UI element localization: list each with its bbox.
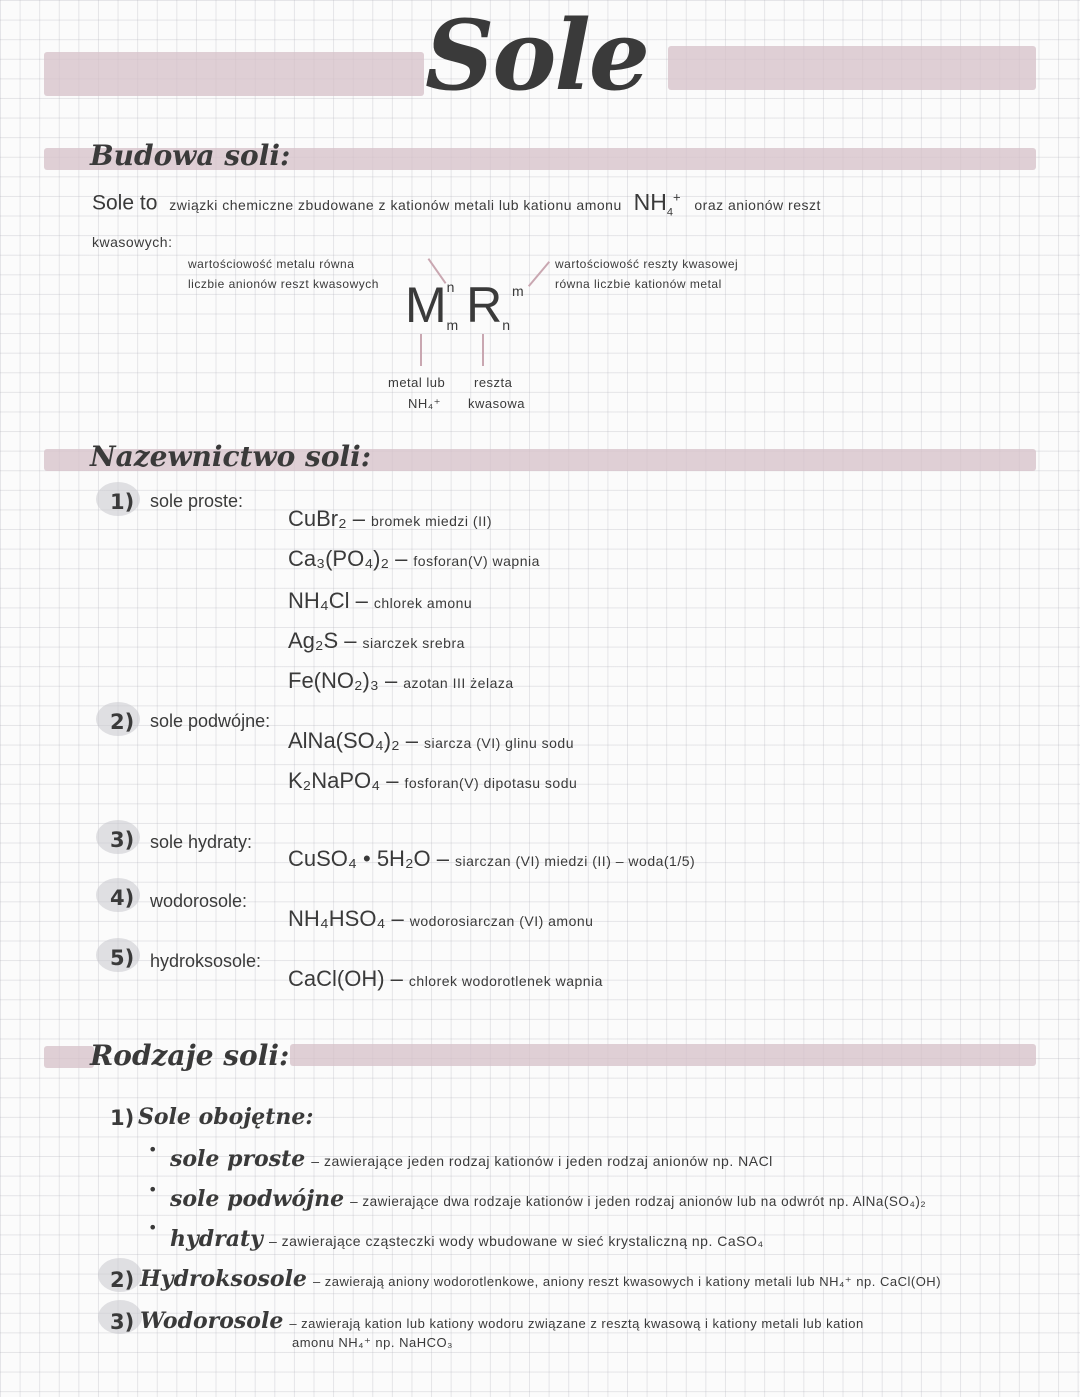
example-row: CuSO₄ • 5H₂O – siarczan (VI) miedzi (II) – woda(1/5)	[288, 846, 696, 871]
group-num-5: 5)	[110, 946, 135, 970]
nh4-formula: $NH_4^+$	[633, 188, 681, 219]
rodzaje-heading: Rodzaje soli:	[90, 1039, 290, 1072]
group-label-5: hydroksosole:	[150, 951, 262, 971]
left-note-2: liczbie anionów reszt kwasowych	[188, 277, 379, 291]
bottom-left-2: NH₄⁺	[408, 396, 441, 411]
rodzaje-band-right	[290, 1044, 1036, 1066]
group-label-1: sole proste:	[150, 491, 244, 511]
budowa-intro-line2: kwasowych:	[92, 234, 173, 250]
formula-m-sup: m	[512, 283, 525, 299]
connector-right-top	[528, 261, 550, 287]
group-num-2: 2)	[110, 710, 135, 734]
bullet-dot: •	[148, 1180, 158, 1199]
group-label-2: sole podwójne:	[150, 711, 271, 731]
bullet-dot: •	[148, 1218, 158, 1237]
group-num-4: 4)	[110, 886, 135, 910]
title-band-right	[668, 46, 1036, 90]
bullet-dot: •	[148, 1140, 158, 1159]
connector-right-bottom	[482, 334, 484, 366]
rodzaje-title-1: Sole obojętne:	[138, 1104, 314, 1130]
right-note-1: wartościowość reszty kwasowej	[555, 257, 739, 271]
budowa-heading: Budowa soli:	[90, 139, 291, 172]
rodzaje-num-1: 1)	[110, 1106, 135, 1130]
bullet-item: sole proste – zawierające jeden rodzaj kationów i jeden rodzaj anionów np. NACl	[170, 1146, 773, 1172]
example-row: Fe(NO₂)₃ – azotan III żelaza	[288, 668, 514, 693]
bottom-right-2: kwasowa	[468, 396, 525, 411]
example-row: AlNa(SO₄)₂ – siarcza (VI) glinu sodu	[288, 728, 575, 753]
left-note-1: wartościowość metalu równa	[188, 257, 355, 271]
rodzaje-band-left	[44, 1046, 94, 1068]
nazewnictwo-heading: Nazewnictwo soli:	[90, 440, 372, 473]
page-title: Sole	[425, 0, 648, 112]
rodzaje-item-3-cont: amonu NH₄⁺ np. NaHCO₃	[292, 1335, 453, 1350]
group-num-1: 1)	[110, 490, 135, 514]
budowa-intro-line1: Sole to związki chemiczne zbudowane z kationów metali lub kationu amonu $NH_4^+$ oraz anionów reszt	[92, 188, 821, 219]
general-formula: $M^nm$ Rn	[405, 277, 511, 333]
example-row: CaCl(OH) – chlorek wodorotlenek wapnia	[288, 966, 603, 991]
example-row: CuBr₂ – bromek miedzi (II)	[288, 506, 493, 531]
example-row: K₂NaPO₄ – fosforan(V) dipotasu sodu	[288, 768, 578, 793]
group-label-4: wodorosole:	[150, 891, 248, 911]
rodzaje-num-2: 2)	[110, 1268, 135, 1292]
group-num-3: 3)	[110, 828, 135, 852]
example-row: Ca₃(PO₄)₂ – fosforan(V) wapnia	[288, 546, 540, 571]
bottom-right-1: reszta	[474, 375, 513, 390]
example-row: Ag₂S – siarczek srebra	[288, 628, 465, 653]
connector-left-bottom	[420, 334, 422, 366]
bullet-item: hydraty – zawierające cząsteczki wody wbudowane w sieć krystaliczną np. CaSO₄	[170, 1226, 764, 1252]
rodzaje-item-2: Hydroksosole – zawierają aniony wodorotlenkowe, aniony reszt kwasowych i kationy metali lub NH₄⁺ np. CaCl(OH)	[140, 1266, 942, 1292]
rodzaje-num-3: 3)	[110, 1310, 135, 1334]
bullet-item: sole podwójne – zawierające dwa rodzaje kationów i jeden rodzaj anionów lub na odwrót np. AlNa(SO₄)₂	[170, 1186, 927, 1212]
rodzaje-item-3: Wodorosole – zawierają kation lub kationy wodoru związane z resztą kwasową i kationy metali lub kation	[140, 1308, 864, 1334]
group-label-3: sole hydraty:	[150, 832, 253, 852]
example-row: NH₄Cl – chlorek amonu	[288, 588, 473, 613]
bottom-left-1: metal lub	[388, 375, 446, 390]
example-row: NH₄HSO₄ – wodorosiarczan (VI) amonu	[288, 906, 594, 931]
right-note-2: równa liczbie kationów metal	[555, 277, 722, 291]
title-band-left	[44, 52, 424, 96]
